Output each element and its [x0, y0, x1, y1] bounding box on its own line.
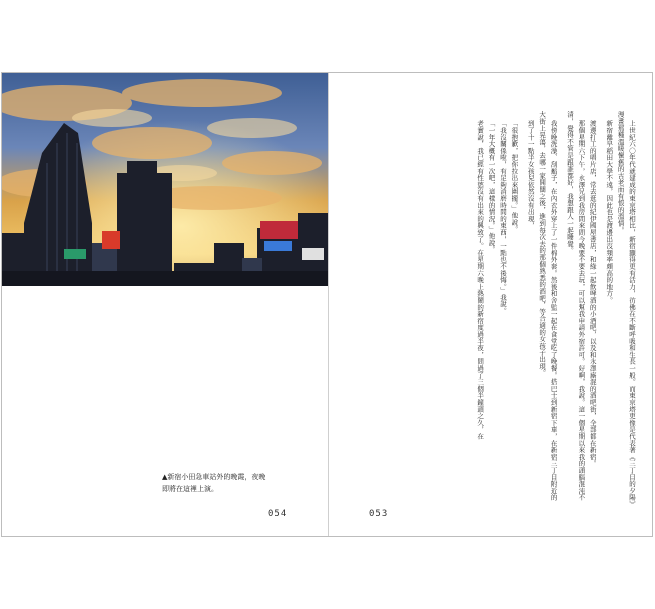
skyline-illustration — [2, 73, 328, 286]
paragraph: 新宿離早稻田大學不遠，因此也是渡邊出沒頻率頗高的地方。 — [605, 120, 614, 304]
paragraph: 「一年大概有一次吧，這樣的情況。」他說。 — [487, 120, 496, 253]
right-page — [329, 73, 653, 536]
page-number-left: 054 — [268, 509, 288, 519]
caption-line-1: 新宿小田急車站外的晚霞，夜晚 — [167, 473, 266, 481]
paragraph: 我傍晚洗澡、刮鬍子，在內衣外穿上了一件棉外套。然後和舍監一起在食堂吃了晚餐。搭巴士到新宿下車，在新宿三丁目附近的大街上晃蕩，去哪一家開闊之後，進到每次去的那個熟悉的酒吧，等合適的女孩子出現。 — [538, 111, 558, 501]
page-number-right: 053 — [369, 509, 389, 519]
caption-triangle-marker: ▲ — [162, 473, 168, 481]
vertical-body-text — [337, 111, 637, 506]
paragraph: 「很抱歉，把你拉出來圍攏。」他說。 — [510, 120, 519, 233]
paragraph: 渡邊打工的唱片店，常去逛的紀伊國屋書店，和綠一起飲啤酒的小酒吧，以及和永澤廝混的酒吧街，全部都在新宿。 — [588, 120, 597, 467]
paragraph: 上世紀六〇年代就建成的東京塔相比，新宿顯得更有活力，彷佛在不斷呼吸和生長一般。而東京塔更像是代表著《三丁目的夕陽》漫畫那種溫暖懷舊的古老而有悵的溫情。 — [616, 111, 636, 505]
paragraph: 老實說，我已經有性慾沒有出來的興致了。在星期六晚上熱鬧的新宿度過半夜，問過了三個半鐘頭之久，在 — [476, 120, 485, 440]
paragraph: 那個星期六下午，永澤兄到我房間來問今晚要不要去玩，可以幫我申請外宿許可。好啊，我說。這一個星期以來我的頭腦混沌不清，覺得不管是跟誰都好，我想跟人一起睡覺。 — [565, 111, 586, 501]
caption-line-2: 即將在這裡上演。 — [162, 485, 218, 493]
left-page — [2, 73, 328, 536]
book-spread — [1, 72, 653, 537]
paragraph: 到了十一點半女孩兒依然沒有出現， — [526, 120, 535, 229]
shinjuku-skyline-photo — [2, 73, 328, 286]
paragraph: 「我沒關係啦，有足夠消磨時間的東西，一點也不後悔。」我說。 — [498, 120, 507, 315]
photo-caption — [162, 471, 312, 495]
